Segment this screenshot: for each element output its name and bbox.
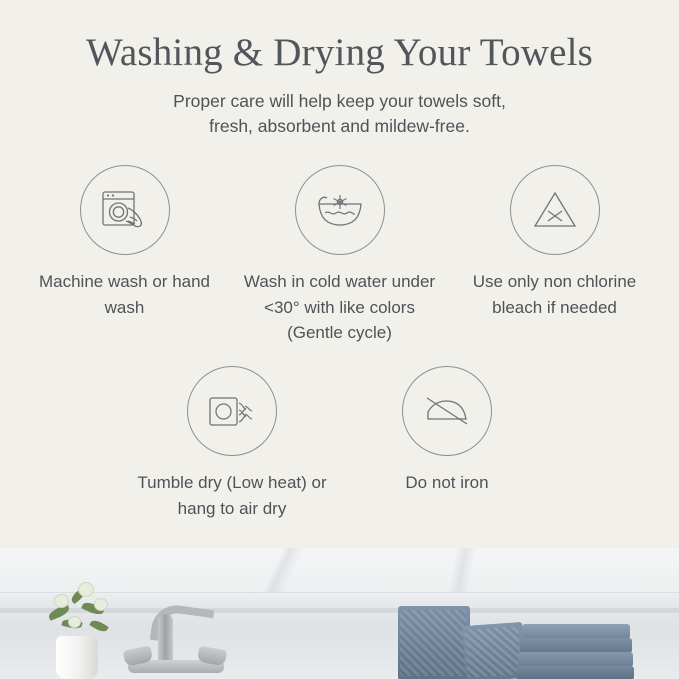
faucet-neck xyxy=(158,614,173,666)
plant-greenery xyxy=(38,576,122,642)
care-label: Do not iron xyxy=(405,473,489,493)
vase xyxy=(56,636,98,679)
bathroom-photo xyxy=(0,548,679,679)
page-title: Washing & Drying Your Towels xyxy=(85,31,594,74)
care-item-tumble-dry xyxy=(125,366,340,522)
care-label: Wash in cold water under <30° with like colors (Gentle cycle) xyxy=(243,271,436,343)
subtitle-line-1: Proper care will help keep your towels soft, xyxy=(173,91,506,111)
care-row-1 xyxy=(0,165,679,346)
non-chlorine-bleach-triangle-icon xyxy=(510,165,600,255)
towel-stack xyxy=(398,606,638,679)
care-item-cold-wash xyxy=(232,165,447,346)
care-label: Tumble dry (Low heat) or hang to air dry xyxy=(137,473,327,518)
wash-tub-cold-water-icon xyxy=(295,165,385,255)
care-row-2 xyxy=(0,366,679,522)
page-subtitle xyxy=(100,89,580,139)
do-not-iron-icon xyxy=(402,366,492,456)
care-item-non-chlorine-bleach xyxy=(447,165,662,321)
washing-machine-hand-wash-icon xyxy=(80,165,170,255)
tumble-dry-low-heat-icon xyxy=(187,366,277,456)
care-item-machine-wash xyxy=(17,165,232,321)
care-label: Use only non chlorine bleach if needed xyxy=(472,271,637,317)
subtitle-line-2: fresh, absorbent and mildew-free. xyxy=(209,115,470,136)
care-item-do-not-iron xyxy=(340,366,555,496)
care-label: Machine wash or hand wash xyxy=(38,271,211,317)
